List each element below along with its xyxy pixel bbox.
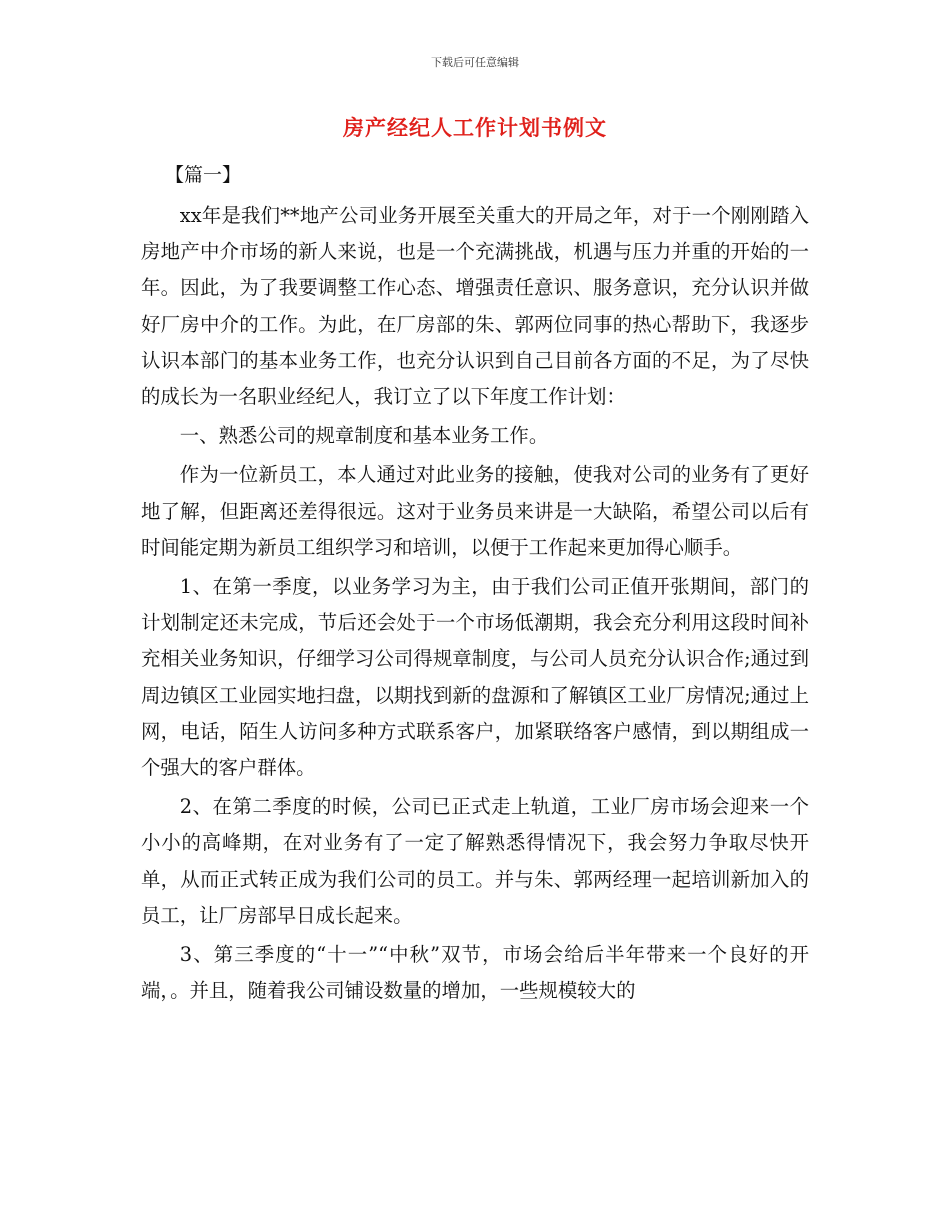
paragraph-intro: xx年是我们**地产公司业务开展至关重大的开局之年，对于一个刚刚踏入房地产中介市场的新人来说，也是一个充满挑战，机遇与压力并重的开始的一年。因此，为了我要调整工作心态、增强责任意识、服务意识，充分认识并做好厂房中介的工作。为此，在厂房部的朱、郭两位同事的热心帮助下，我逐步认识本部门的基本业务工作，也充分认识到自己目前各方面的不足，为了尽快的成长为一名职业经纪人，我订立了以下年度工作计划： xyxy=(141,204,809,409)
document-body xyxy=(141,198,809,1012)
paragraph-q2: 2、在第二季度的时候，公司已正式走上轨道，工业厂房市场会迎来一个小小的高峰期，在对业务有了一定了解熟悉得情况下，我会努力争取尽快开单，从而正式转正成为我们公司的员工。并与朱、郭两经理一起培训新加入的员工，让厂房部早日成长起来。 xyxy=(141,795,809,927)
paragraph-q3: 3、第三季度的“十一”“中秋”双节，市场会给后半年带来一个良好的开端，。并且，随着我公司铺设数量的增加，一些规模较大的 xyxy=(141,943,809,1003)
section-label: 【篇一】 xyxy=(165,164,242,186)
paragraph-new-employee: 作为一位新员工，本人通过对此业务的接触，使我对公司的业务有了更好地了解，但距离还差得很远。这对于业务员来讲是一大缺陷，希望公司以后有时间能定期为新员工组织学习和培训，以便于工作起来更加得心顺手。 xyxy=(141,463,809,559)
paragraph-q1: 1、在第一季度，以业务学习为主，由于我们公司正值开张期间，部门的计划制定还未完成，节后还会处于一个市场低潮期，我会充分利用这段时间补充相关业务知识，仔细学习公司得规章制度，与公司人员充分认识合作;通过到周边镇区工业园实地扫盘，以期找到新的盘源和了解镇区工业厂房情况;通过上网，电话，陌生人访问多种方式联系客户，加紧联络客户感情，到以期组成一个强大的客户群体。 xyxy=(141,575,809,780)
paragraph-heading-1: 一、熟悉公司的规章制度和基本业务工作。 xyxy=(179,424,549,448)
document-title: 房产经纪人工作计划书例文 xyxy=(343,116,607,140)
header-note: 下载后可任意编辑 xyxy=(431,56,519,69)
